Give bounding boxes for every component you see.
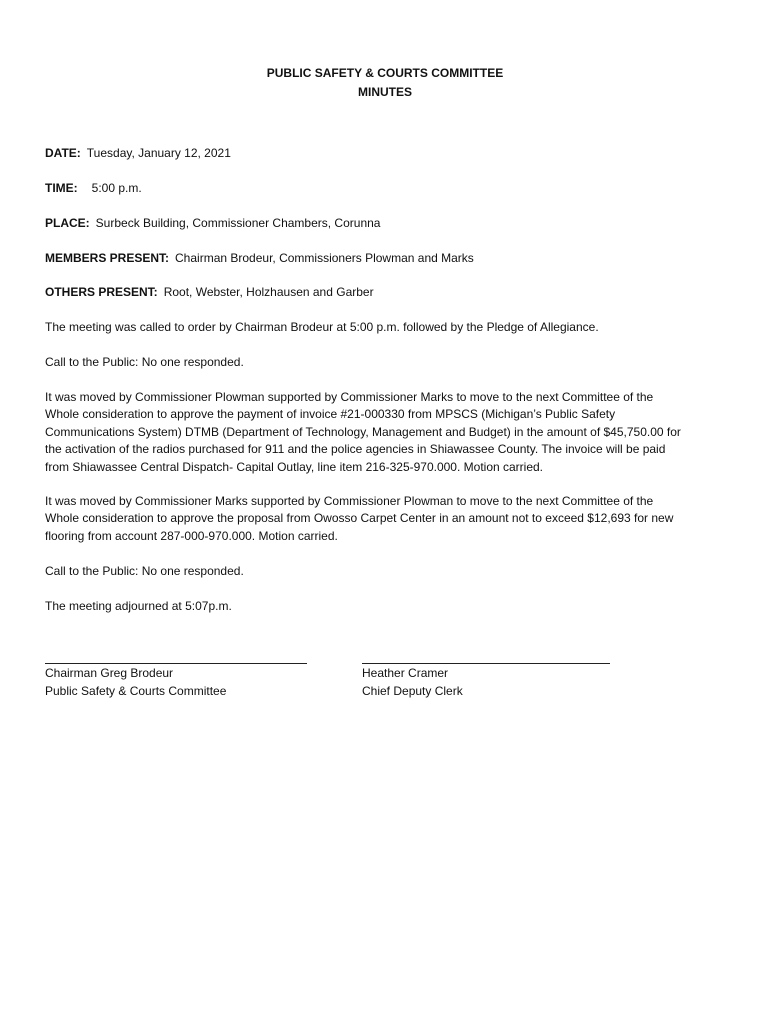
motion-flooring-paragraph xyxy=(45,493,730,545)
paragraph-line: from Shiawassee Central Dispatch- Capital Outlay, line item 216-325-970.000. Motion carried. xyxy=(45,459,544,474)
others-present-value: Root, Webster, Holzhausen and Garber xyxy=(163,285,374,299)
document-title: PUBLIC SAFETY & COURTS COMMITTEE xyxy=(266,66,504,80)
others-present-label: OTHERS PRESENT: xyxy=(45,285,158,299)
paragraph-line: flooring from account 287-000-970.000. Motion carried. xyxy=(45,528,338,543)
paragraph-line: Call to the Public: No one responded. xyxy=(45,564,244,578)
signer-role: Chief Deputy Clerk xyxy=(362,684,463,698)
signature-line xyxy=(45,651,307,664)
date-field xyxy=(45,146,231,160)
paragraph-line: Whole consideration to approve the payment of invoice #21-000330 from MPSCS (Michigan’s Public Safety xyxy=(45,407,616,422)
signer-name: Heather Cramer xyxy=(362,666,449,680)
signature-block-chairman xyxy=(45,651,307,700)
signature-line xyxy=(362,651,610,664)
date-value: Tuesday, January 12, 2021 xyxy=(86,146,231,160)
place-value: Surbeck Building, Commissioner Chambers, Corunna xyxy=(95,216,381,230)
call-to-public-paragraph xyxy=(45,354,730,371)
document-subtitle: MINUTES xyxy=(358,85,412,99)
paragraph-line: It was moved by Commissioner Plowman supported by Commissioner Marks to move to the next Committee of the xyxy=(45,390,654,404)
place-field xyxy=(45,216,380,230)
signature-block-clerk xyxy=(362,651,610,700)
paragraph-line: Call to the Public: No one responded. xyxy=(45,355,244,369)
members-present-value: Chairman Brodeur, Commissioners Plowman and Marks xyxy=(175,251,474,265)
date-label: DATE: xyxy=(45,146,81,160)
signer-name: Chairman Greg Brodeur xyxy=(45,666,174,680)
place-label: PLACE: xyxy=(45,216,90,230)
adjourned-paragraph xyxy=(45,598,730,615)
paragraph-line: The meeting adjourned at 5:07p.m. xyxy=(45,599,232,613)
paragraph-line: It was moved by Commissioner Marks supported by Commissioner Plowman to move to the next Committee of the xyxy=(45,494,654,508)
call-to-order-paragraph xyxy=(45,319,730,336)
time-label: TIME: xyxy=(45,181,78,195)
signer-role: Public Safety & Courts Committee xyxy=(45,684,227,698)
members-present-label: MEMBERS PRESENT: xyxy=(45,251,170,265)
time-value: 5:00 p.m. xyxy=(91,181,142,195)
others-present-field xyxy=(45,285,374,299)
time-field xyxy=(45,181,142,195)
paragraph-line: Whole consideration to approve the proposal from Owosso Carpet Center in an amount not to exceed $12,693 for new xyxy=(45,511,674,526)
motion-radio-invoice-paragraph xyxy=(45,389,730,476)
members-present-field xyxy=(45,251,474,265)
paragraph-line: The meeting was called to order by Chairman Brodeur at 5:00 p.m. followed by the Pledge of Allegiance. xyxy=(45,320,599,334)
call-to-public-paragraph-2 xyxy=(45,563,730,580)
paragraph-line: Communications System) DTMB (Department of Technology, Management and Budget) in the amount of $45,750.00 for xyxy=(45,424,681,439)
paragraph-line: the activation of the radios purchased for 911 and the police agencies in Shiawassee County. The invoice will be paid xyxy=(45,442,666,457)
